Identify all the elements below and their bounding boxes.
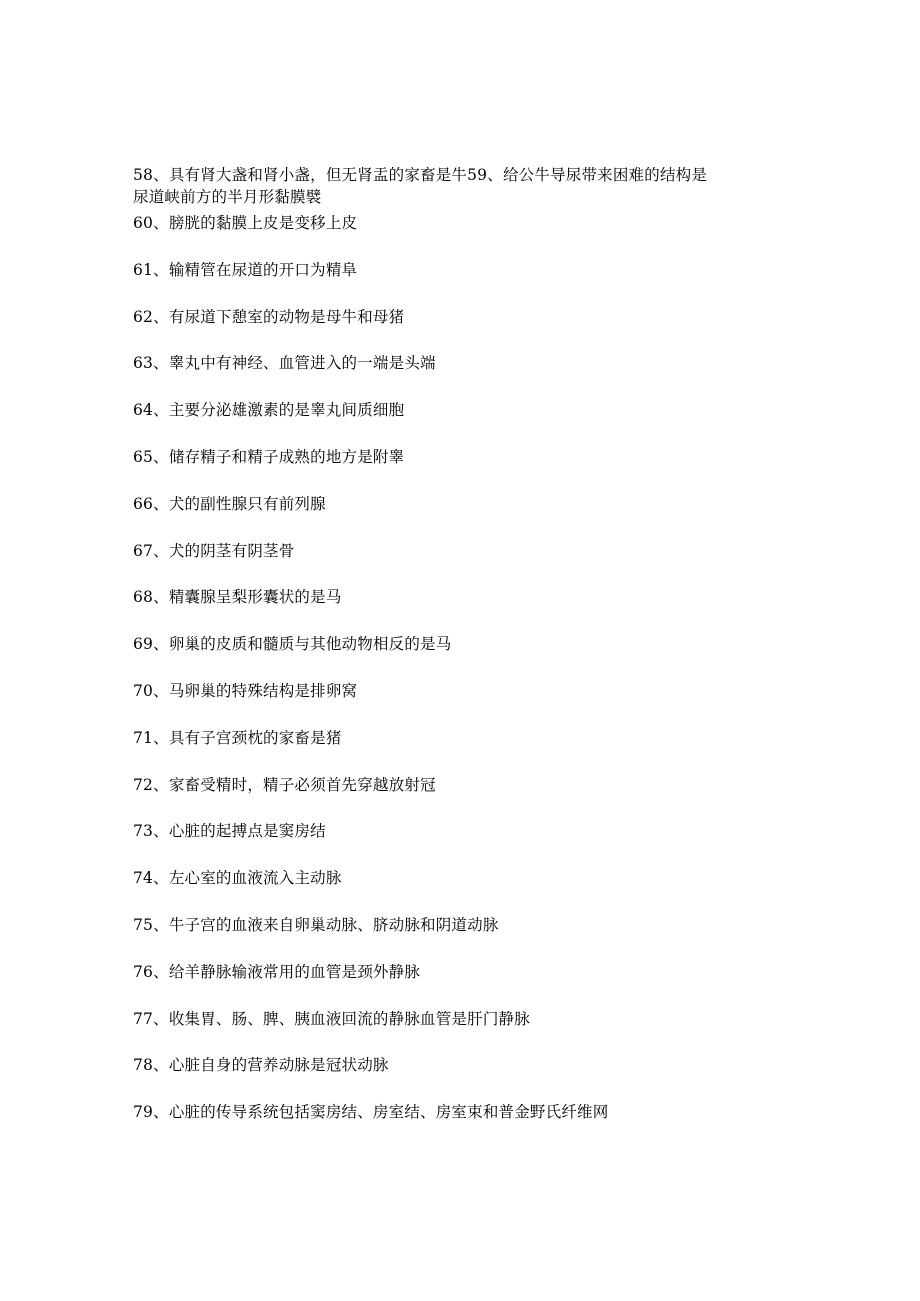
list-item-66: 66、犬的副性腺只有前列腺 <box>133 494 326 513</box>
list-item-77: 77、收集胃、肠、脾、胰血液回流的静脉血管是肝门静脉 <box>133 1009 530 1028</box>
list-item-64: 64、主要分泌雄激素的是睾丸间质细胞 <box>133 401 405 420</box>
list-item-76: 76、给羊静脉输液常用的血管是颈外静脉 <box>133 962 421 981</box>
list-item-72: 72、家畜受精时，精子必须首先穿越放射冠 <box>133 775 436 794</box>
list-item-68: 68、精囊腺呈梨形囊状的是马 <box>133 588 342 607</box>
list-item-74: 74、左心室的血液流入主动脉 <box>133 869 342 888</box>
list-item-67: 67、犬的阴茎有阴茎骨 <box>133 541 295 560</box>
list-item-69: 69、卵巢的皮质和髓质与其他动物相反的是马 <box>133 635 452 654</box>
list-item-75: 75、牛子宫的血液来自卵巢动脉、脐动脉和阴道动脉 <box>133 915 499 934</box>
paragraph-line: 58、具有肾大盏和肾小盏，但无肾盂的家畜是牛59、给公牛导尿带来困难的结构是 <box>133 166 708 184</box>
list-item-70: 70、马卵巢的特殊结构是排卵窝 <box>133 681 358 700</box>
list-item-73: 73、心脏的起搏点是窦房结 <box>133 822 326 841</box>
list-item-79: 79、心脏的传导系统包括窦房结、房室结、房室束和普金野氏纤维网 <box>133 1103 609 1122</box>
list-item-61: 61、输精管在尿道的开口为精阜 <box>133 260 358 279</box>
document-body <box>133 164 773 1148</box>
paragraph-line: 尿道峡前方的半月形黏膜襞 <box>133 188 322 206</box>
paragraph-58-59 <box>133 164 773 208</box>
list-item-60: 60、膀胱的黏膜上皮是变移上皮 <box>133 214 358 232</box>
list-item-78: 78、心脏自身的营养动脉是冠状动脉 <box>133 1056 389 1075</box>
list-item-63: 63、睾丸中有神经、血管进入的一端是头端 <box>133 354 436 373</box>
list-item-62: 62、有尿道下憩室的动物是母牛和母猪 <box>133 307 405 326</box>
list-item-65: 65、储存精子和精子成熟的地方是附睾 <box>133 447 405 466</box>
list-item-71: 71、具有子宫颈枕的家畜是猪 <box>133 728 342 747</box>
